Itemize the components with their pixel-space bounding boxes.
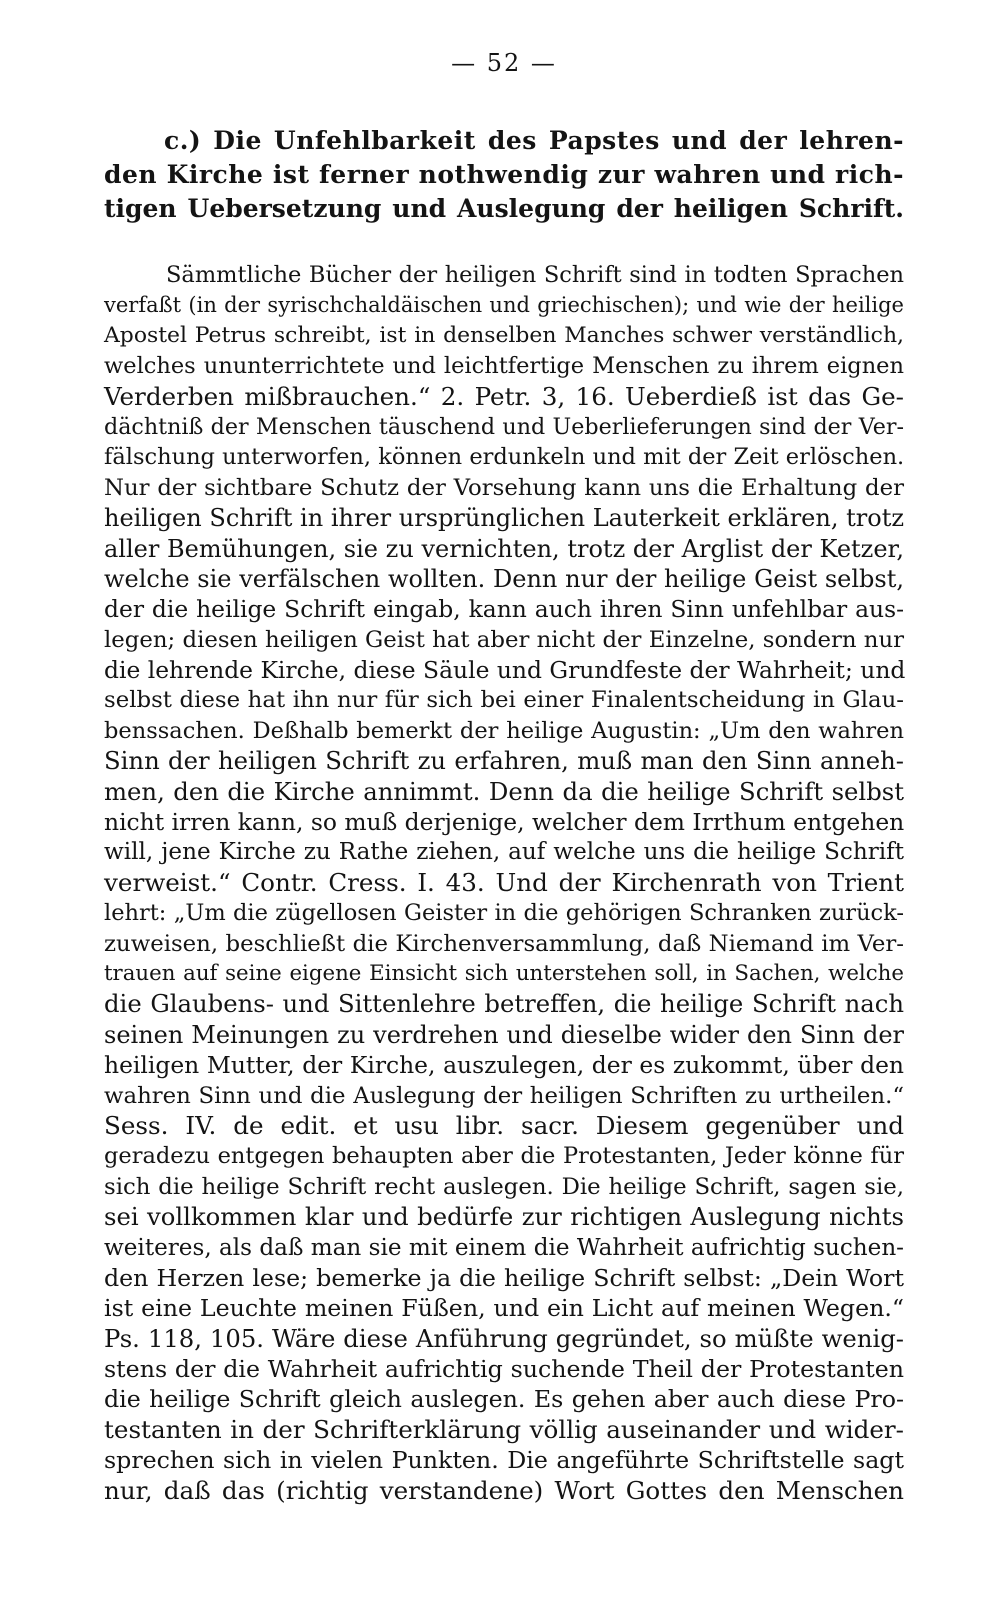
heading-line: den Kirche ist ferner nothwendig zur wahren und rich- bbox=[104, 160, 904, 189]
text-line: nur, daß das (richtig verstandene) Wort Gottes den Menschen bbox=[104, 1475, 904, 1505]
text-line: geradezu entgegen behaupten aber die Protestanten, Jeder könne für bbox=[104, 1143, 904, 1170]
heading-line: c.) Die Unfehlbarkeit des Papstes und der lehren- bbox=[164, 126, 904, 155]
text-line: die heilige Schrift gleich auslegen. Es gehen aber auch diese Pro- bbox=[104, 1385, 904, 1414]
text-line: Nur der sichtbare Schutz der Vorsehung kann uns die Erhaltung der bbox=[104, 474, 904, 501]
text-line: legen; diesen heiligen Geist hat aber nicht der Einzelne, sondern nur bbox=[104, 626, 905, 653]
text-line: die Glaubens- und Sittenlehre betreffen, die heilige Schrift nach bbox=[104, 989, 904, 1019]
text-line: trauen auf seine eigene Einsicht sich unterstehen soll, in Sachen, welche bbox=[104, 960, 904, 986]
text-line: testanten in der Schrifterklärung völlig auseinander und wider- bbox=[104, 1414, 904, 1444]
text-line: der die heilige Schrift eingab, kann auch ihren Sinn unfehlbar aus- bbox=[104, 595, 904, 624]
text-line: aller Bemühungen, sie zu vernichten, trotz der Arglist der Ketzer, bbox=[104, 534, 904, 563]
text-line: wahren Sinn und die Auslegung der heiligen Schriften zu urtheilen.“ bbox=[104, 1082, 904, 1109]
section-heading bbox=[104, 124, 904, 226]
text-line: verfaßt (in der syrischchaldäischen und griechischen); und wie der heilige bbox=[104, 293, 904, 318]
text-line: sprechen sich in vielen Punkten. Die angeführte Schriftstelle sagt bbox=[104, 1446, 904, 1475]
body-paragraph bbox=[104, 260, 904, 1506]
text-line: fälschung unterworfen, können erdunkeln und mit der Zeit erlöschen. bbox=[104, 444, 905, 471]
text-line: welche sie verfälschen wollten. Denn nur der heilige Geist selbst, bbox=[104, 564, 904, 593]
text-line: verweist.“ Contr. Cress. I. 43. Und der Kirchenrath von Trient bbox=[104, 867, 904, 897]
text-line: nicht irren kann, so muß derjenige, welcher dem Irrthum entgehen bbox=[104, 808, 905, 837]
text-line: Sinn der heiligen Schrift zu erfahren, muß man den Sinn anneh- bbox=[104, 746, 904, 776]
page-number: — 52 — bbox=[451, 49, 557, 77]
text-line: will, jene Kirche zu Rathe ziehen, auf welche uns die heilige Schrift bbox=[104, 839, 904, 866]
text-line: weiteres, als daß man sie mit einem die Wahrheit aufrichtig suchen- bbox=[104, 1234, 904, 1261]
text-line: lehrt: „Um die zügellosen Geister in die gehörigen Schranken zurück- bbox=[104, 900, 904, 927]
text-line: men, den die Kirche annimmt. Denn da die heilige Schrift selbst bbox=[104, 776, 904, 806]
text-line: heiligen Mutter, der Kirche, auszulegen, der es zukommt, über den bbox=[104, 1051, 904, 1080]
text-line: dächtniß der Menschen täuschend und Ueberlieferungen sind der Ver- bbox=[104, 413, 904, 440]
text-line: sich die heilige Schrift recht auslegen. Die heilige Schrift, sagen sie, bbox=[104, 1173, 904, 1200]
text-line: Sämmtliche Bücher der heiligen Schrift sind in todten Sprachen bbox=[166, 262, 904, 288]
text-line: zuweisen, beschließt die Kirchenversammlung, daß Niemand im Ver- bbox=[104, 930, 904, 957]
text-line: Sess. IV. de edit. et usu libr. sacr. Diesem gegenüber und bbox=[104, 1110, 904, 1140]
text-line: sei vollkommen klar und bedürfe zur richtigen Auslegung nichts bbox=[104, 1202, 904, 1232]
text-line: seinen Meinungen zu verdrehen und dieselbe wider den Sinn der bbox=[104, 1020, 904, 1049]
text-line: stens der die Wahrheit aufrichtig suchende Theil der Protestanten bbox=[104, 1355, 904, 1384]
text-line: heiligen Schrift in ihrer ursprünglichen Lauterkeit erklären, trotz bbox=[104, 504, 904, 533]
text-line: den Herzen lese; bemerke ja die heilige Schrift selbst: „Dein Wort bbox=[104, 1263, 904, 1292]
text-line: welches ununterrichtete und leichtfertige Menschen zu ihrem eignen bbox=[104, 353, 904, 380]
text-line: benssachen. Deßhalb bemerkt der heilige Augustin: „Um den wahren bbox=[104, 717, 904, 744]
text-line: Apostel Petrus schreibt, ist in denselben Manches schwer verständlich, bbox=[104, 322, 904, 348]
text-line: ist eine Leuchte meinen Füßen, und ein Licht auf meinen Wegen.“ bbox=[104, 1294, 904, 1323]
text-line: die lehrende Kirche, diese Säule und Grundfeste der Wahrheit; und bbox=[104, 656, 906, 685]
text-line: Ps. 118, 105. Wäre diese Anführung gegründet, so müßte wenig- bbox=[104, 1323, 904, 1353]
text-line: selbst diese hat ihn nur für sich bei einer Finalentscheidung in Glau- bbox=[104, 687, 904, 714]
heading-line: tigen Uebersetzung und Auslegung der heiligen Schrift. bbox=[104, 194, 904, 223]
text-line: Verderben mißbrauchen.“ 2. Petr. 3, 16. Ueberdieß ist das Ge- bbox=[104, 381, 904, 411]
